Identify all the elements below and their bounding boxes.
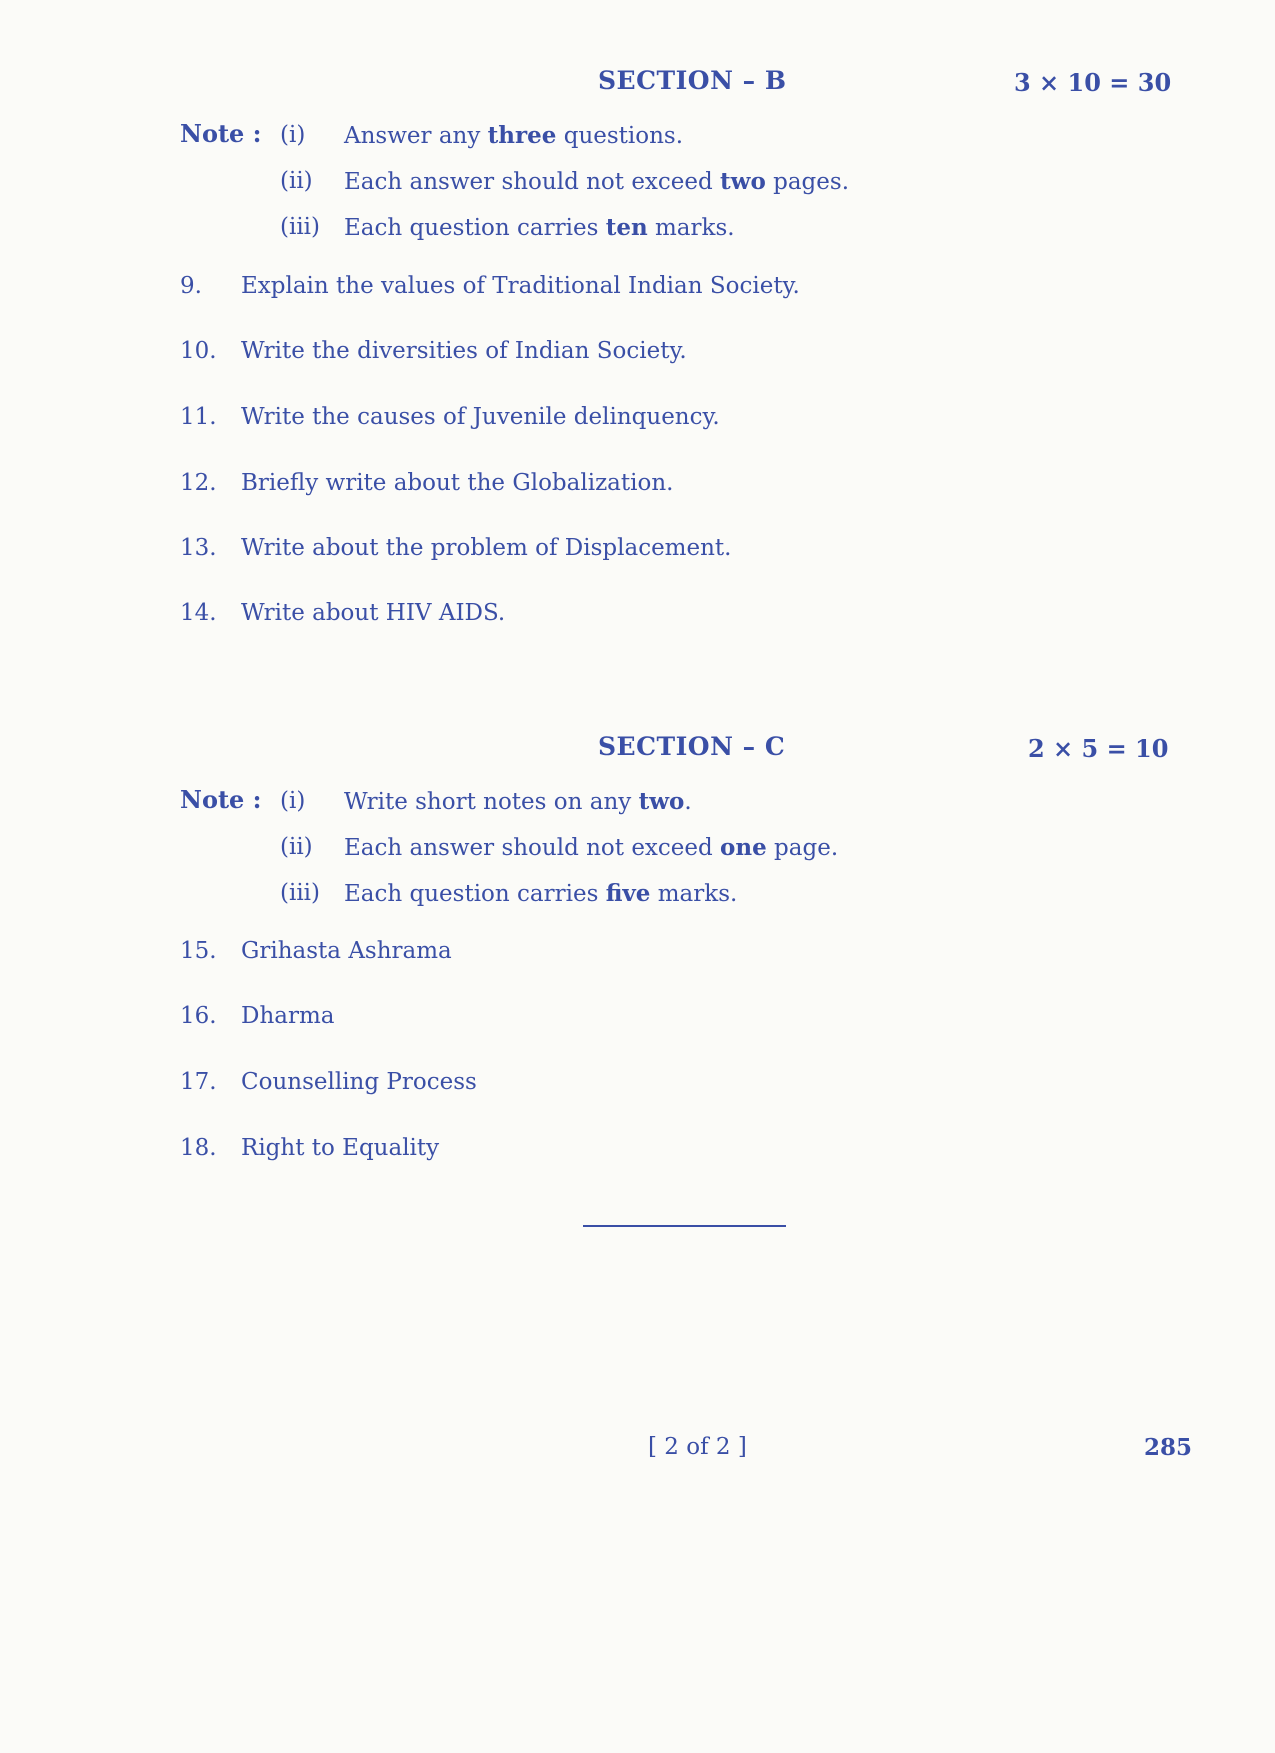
page-indicator: [ 2 of 2 ] bbox=[648, 1434, 747, 1460]
question-10-num: 10. bbox=[180, 338, 217, 364]
question-13-num: 13. bbox=[180, 535, 217, 561]
section-b-note-label: Note : bbox=[180, 119, 262, 148]
end-rule bbox=[583, 1225, 786, 1227]
section-b-note-2: Each answer should not exceed two pages. bbox=[344, 168, 850, 195]
question-11-num: 11. bbox=[180, 404, 217, 430]
section-c-note-1-num: (i) bbox=[280, 788, 306, 814]
section-c-note-2-num: (ii) bbox=[280, 834, 313, 860]
section-b-note-2-num: (ii) bbox=[280, 168, 313, 194]
section-b-marks: 3 × 10 = 30 bbox=[1014, 68, 1172, 97]
question-15-num: 15. bbox=[180, 938, 217, 964]
section-b-note-3-num: (iii) bbox=[280, 214, 321, 240]
question-9-num: 9. bbox=[180, 273, 202, 299]
question-10-text: Write the diversities of Indian Society. bbox=[241, 338, 687, 364]
question-9-text: Explain the values of Traditional Indian Society. bbox=[241, 273, 800, 299]
question-18-num: 18. bbox=[180, 1135, 217, 1161]
section-c-note-2: Each answer should not exceed one page. bbox=[344, 834, 839, 861]
section-c-heading: SECTION – C bbox=[598, 732, 786, 761]
section-c-note-label: Note : bbox=[180, 785, 262, 814]
question-17-text: Counselling Process bbox=[241, 1069, 477, 1095]
question-17-num: 17. bbox=[180, 1069, 217, 1095]
question-16-num: 16. bbox=[180, 1003, 217, 1029]
section-c-note-3: Each question carries five marks. bbox=[344, 880, 738, 907]
question-12-num: 12. bbox=[180, 470, 217, 496]
question-16-text: Dharma bbox=[241, 1003, 335, 1029]
question-11-text: Write the causes of Juvenile delinquency. bbox=[241, 404, 720, 430]
question-14-num: 14. bbox=[180, 600, 217, 626]
section-b-note-1: Answer any three questions. bbox=[344, 122, 684, 149]
question-14-text: Write about HIV AIDS. bbox=[241, 600, 506, 626]
question-13-text: Write about the problem of Displacement. bbox=[241, 535, 732, 561]
question-18-text: Right to Equality bbox=[241, 1135, 440, 1161]
section-c-note-1: Write short notes on any two. bbox=[344, 788, 692, 815]
question-15-text: Grihasta Ashrama bbox=[241, 938, 452, 964]
question-12-text: Briefly write about the Globalization. bbox=[241, 470, 674, 496]
section-c-note-3-num: (iii) bbox=[280, 880, 321, 906]
section-c-marks: 2 × 5 = 10 bbox=[1028, 734, 1169, 763]
page-code: 285 bbox=[1144, 1434, 1193, 1461]
section-b-heading: SECTION – B bbox=[598, 66, 787, 95]
section-b-note-3: Each question carries ten marks. bbox=[344, 214, 735, 241]
section-b-note-1-num: (i) bbox=[280, 122, 306, 148]
